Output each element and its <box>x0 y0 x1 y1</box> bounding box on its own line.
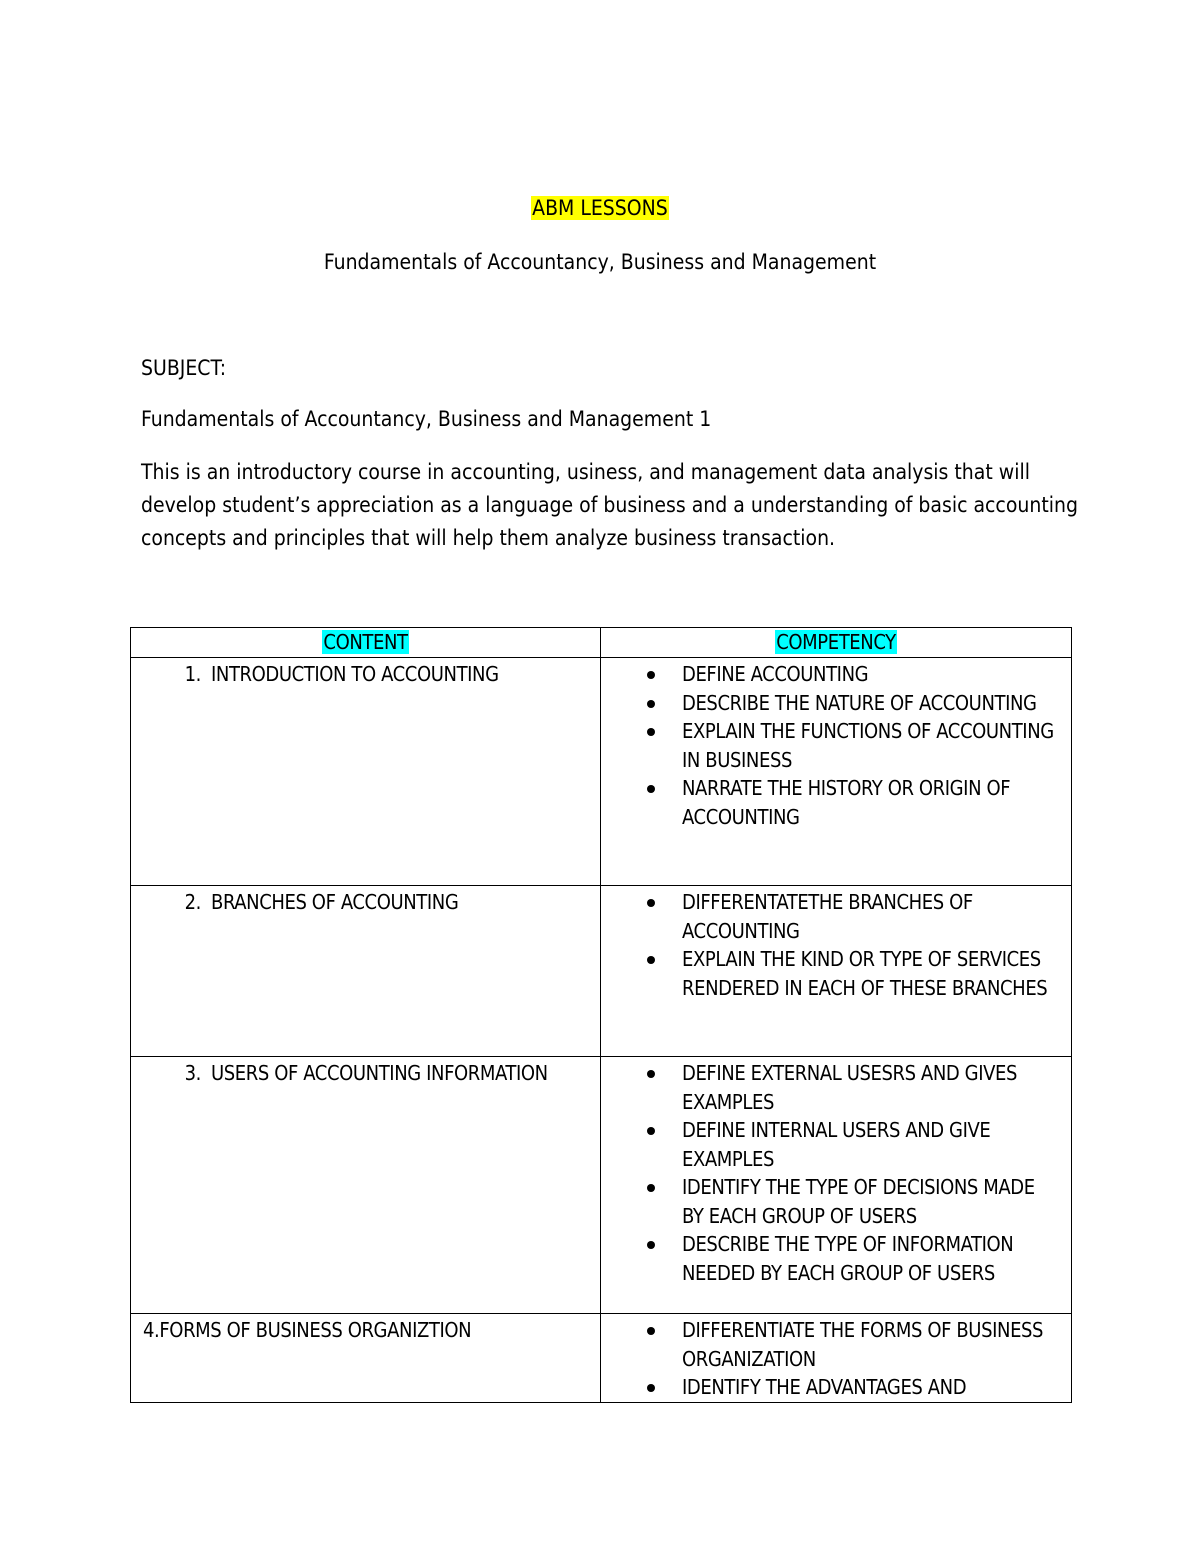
lessons-table <box>130 627 1072 1403</box>
content-text: BRANCHES OF ACCOUNTING <box>211 890 459 914</box>
competency-item <box>601 689 1071 718</box>
content-item <box>131 658 600 689</box>
competency-item <box>601 1059 1071 1116</box>
table-row <box>131 1057 1072 1314</box>
competency-text: DIFFERENTIATE THE FORMS OF BUSINESS ORGANIZATION <box>682 1318 1044 1371</box>
competency-text: DEFINE EXTERNAL USESRS AND GIVES EXAMPLES <box>682 1061 1018 1114</box>
table-row <box>131 1314 1072 1403</box>
competency-item <box>601 1173 1071 1230</box>
table-row <box>131 886 1072 1057</box>
competency-text: DEFINE INTERNAL USERS AND GIVE EXAMPLES <box>682 1118 991 1171</box>
bullet-icon <box>647 785 655 793</box>
competency-list <box>601 886 1071 1002</box>
table-header-row <box>131 628 1072 658</box>
competency-text: EXPLAIN THE FUNCTIONS OF ACCOUNTING IN BUSINESS <box>682 719 1054 772</box>
bullet-icon <box>647 956 655 964</box>
content-cell <box>131 886 601 1057</box>
competency-text: DESCRIBE THE NATURE OF ACCOUNTING <box>682 690 1037 715</box>
competency-item <box>601 1316 1071 1373</box>
competency-cell <box>601 1057 1072 1314</box>
competency-list <box>601 1057 1071 1287</box>
competency-item <box>601 717 1071 774</box>
bullet-icon <box>647 1327 655 1335</box>
competency-item <box>601 1116 1071 1173</box>
table-row <box>131 658 1072 886</box>
competency-header-label: COMPETENCY <box>776 630 896 654</box>
document-title <box>0 194 1200 222</box>
content-cell <box>131 1314 601 1403</box>
competency-text: DESCRIBE THE TYPE OF INFORMATION NEEDED BY EACH GROUP OF USERS <box>682 1232 1014 1285</box>
competency-text: NARRATE THE HISTORY OR ORIGIN OF ACCOUNTING <box>682 776 1011 829</box>
competency-item <box>601 1230 1071 1287</box>
bullet-icon <box>647 899 655 907</box>
competency-item <box>601 945 1071 1002</box>
bullet-icon <box>647 671 655 679</box>
content-text: USERS OF ACCOUNTING INFORMATION <box>211 1061 548 1085</box>
bullet-icon <box>647 1384 655 1392</box>
document-subtitle: Fundamentals of Accountancy, Business and Management <box>323 250 877 274</box>
content-header <box>131 628 601 658</box>
competency-text: DIFFERENTATETHE BRANCHES OF ACCOUNTING <box>682 890 973 943</box>
content-cell <box>131 1057 601 1314</box>
content-cell <box>131 658 601 886</box>
content-header-label: CONTENT <box>323 630 408 654</box>
subject-label: SUBJECT: <box>141 356 227 380</box>
subject-description: This is an introductory course in accounting, usiness, and management data analysis that will develop student’s appreciation as a language of business and a understanding of basic accounting concepts and principles that will help them analyze business transaction. <box>141 460 1078 550</box>
competency-header <box>601 628 1072 658</box>
content-item <box>131 886 600 917</box>
content-number: 1. <box>184 662 201 686</box>
bullet-icon <box>647 700 655 708</box>
subject-name: Fundamentals of Accountancy, Business and Management 1 <box>141 407 712 431</box>
competency-text: IDENTIFY THE ADVANTAGES AND <box>682 1375 967 1399</box>
competency-cell <box>601 1314 1072 1403</box>
competency-item <box>601 660 1071 689</box>
competency-item <box>601 1373 1071 1402</box>
competency-list <box>601 658 1071 831</box>
content-text: 4.FORMS OF BUSINESS ORGANIZTION <box>143 1318 472 1342</box>
competency-cell <box>601 658 1072 886</box>
competency-item <box>601 774 1071 831</box>
title-highlight: ABM LESSONS <box>532 196 668 220</box>
competency-text: DEFINE ACCOUNTING <box>682 662 869 686</box>
content-number: 2. <box>184 890 201 914</box>
competency-text: IDENTIFY THE TYPE OF DECISIONS MADE BY EACH GROUP OF USERS <box>682 1175 1035 1228</box>
competency-text: EXPLAIN THE KIND OR TYPE OF SERVICES RENDERED IN EACH OF THESE BRANCHES <box>682 947 1048 1000</box>
content-item <box>131 1057 600 1088</box>
content-number: 3. <box>184 1061 201 1085</box>
bullet-icon <box>647 728 655 736</box>
content-text: INTRODUCTION TO ACCOUNTING <box>211 662 499 686</box>
competency-list <box>601 1314 1071 1402</box>
bullet-icon <box>647 1127 655 1135</box>
competency-cell <box>601 886 1072 1057</box>
bullet-icon <box>647 1241 655 1249</box>
competency-item <box>601 888 1071 945</box>
bullet-icon <box>647 1070 655 1078</box>
bullet-icon <box>647 1184 655 1192</box>
